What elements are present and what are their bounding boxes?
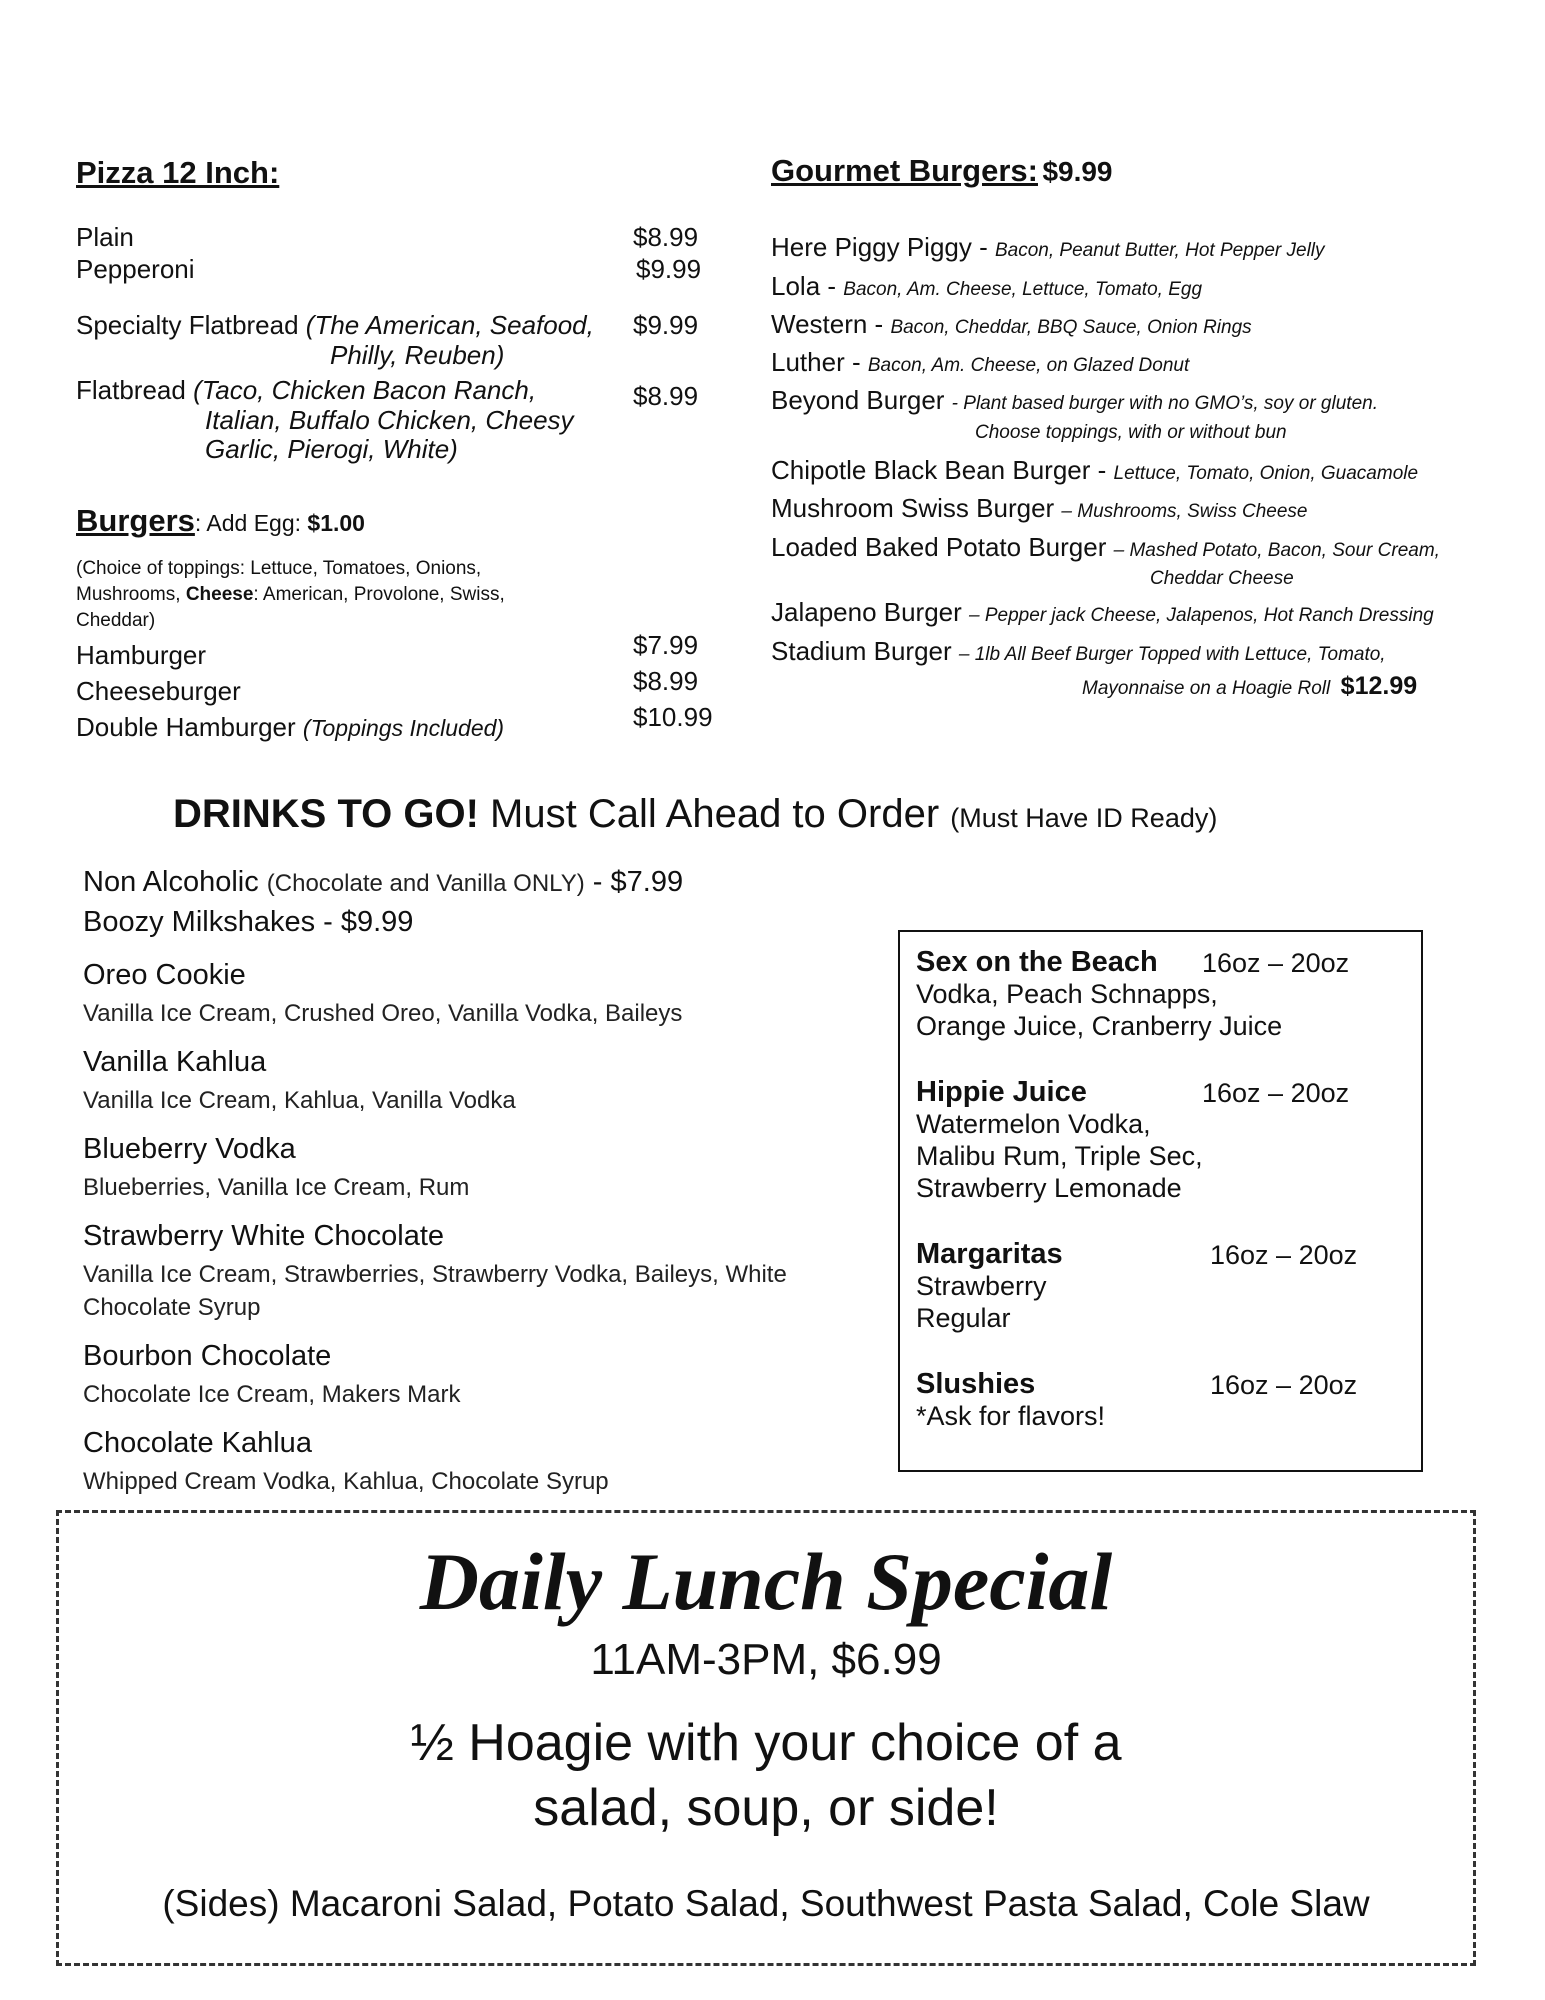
item-name: Jalapeno Burger <box>771 597 970 627</box>
item-name: Flatbread <box>76 375 186 405</box>
toppings-part: Mushrooms, <box>76 584 186 605</box>
item-price: $12.99 <box>1340 672 1418 700</box>
shake-desc: Chocolate Ice Cream, Makers Mark <box>83 1381 461 1408</box>
item-name: Luther - <box>771 347 868 377</box>
item-desc: Mayonnaise on a Hoagie Roll <box>1082 678 1331 699</box>
pizza-item-flatbread-detail2: Italian, Buffalo Chicken, Cheesy <box>205 405 574 435</box>
burger-price-cheeseburger: $8.99 <box>633 666 699 696</box>
cocktail-size: 16oz – 20oz <box>1210 1240 1358 1270</box>
shake-name: Strawberry White Chocolate <box>83 1220 445 1252</box>
item-desc: Bacon, Cheddar, BBQ Sauce, Onion Rings <box>890 317 1252 338</box>
item-desc: – Mushrooms, Swiss Cheese <box>1061 501 1308 522</box>
pizza-item-pepperoni: Pepperoni <box>76 254 195 284</box>
pizza-heading: Pizza 12 Inch: <box>76 155 280 190</box>
boozy-milkshakes-line: Boozy Milkshakes - $9.99 <box>83 906 414 938</box>
lunch-special-sides: (Sides) Macaroni Salad, Potato Salad, Southwest Pasta Salad, Cole Slaw <box>162 1883 1370 1924</box>
gourmet-item <box>771 271 1202 302</box>
drinks-title-bold: DRINKS TO GO! <box>173 792 479 836</box>
pizza-item-flatbread-detail3: Garlic, Pierogi, White) <box>205 434 458 464</box>
burger-price-double: $10.99 <box>633 702 713 732</box>
cocktails-box <box>898 930 1423 1472</box>
pizza-item-specialty-detail2: Philly, Reuben) <box>330 340 505 370</box>
cocktail-size: 16oz – 20oz <box>1210 1370 1358 1400</box>
item-desc: Bacon, Am. Cheese, Lettuce, Tomato, Egg <box>843 279 1203 300</box>
item-name: Loaded Baked Potato Burger <box>771 532 1114 562</box>
gourmet-item <box>771 493 1307 524</box>
item-desc: - Plant based burger with no GMO’s, soy or gluten. <box>951 393 1378 414</box>
shake-desc: Whipped Cream Vodka, Kahlua, Chocolate Syrup <box>83 1468 609 1495</box>
lunch-special-box <box>56 1510 1476 1966</box>
item-desc: Bacon, Peanut Butter, Hot Pepper Jelly <box>994 240 1325 261</box>
cocktail-name: Hippie Juice <box>916 1076 1087 1108</box>
gourmet-item <box>771 455 1418 486</box>
cocktail-line: Malibu Rum, Triple Sec, <box>916 1141 1203 1171</box>
item-desc: – Mashed Potato, Bacon, Sour Cream, <box>1113 540 1440 561</box>
cocktail-line: Strawberry Lemonade <box>916 1173 1182 1203</box>
item-name: Double Hamburger <box>76 712 296 742</box>
shake-desc: Vanilla Ice Cream, Crushed Oreo, Vanilla Vodka, Baileys <box>83 1000 683 1027</box>
cocktail-line: Regular <box>916 1303 1011 1333</box>
gourmet-item <box>771 385 1378 416</box>
item-detail: (Toppings Included) <box>302 715 505 741</box>
item-name: Lola - <box>771 271 844 301</box>
gourmet-item-desc2: Choose toppings, with or without bun <box>975 422 1287 443</box>
gourmet-item <box>771 636 1386 667</box>
burger-toppings-2 <box>76 584 505 606</box>
burger-toppings-1: (Choice of toppings: Lettuce, Tomatoes, Onions, <box>76 558 482 579</box>
shake-name: Vanilla Kahlua <box>83 1046 267 1078</box>
pizza-price-pepperoni: $9.99 <box>636 254 702 284</box>
drinks-title-note: (Must Have ID Ready) <box>950 803 1218 833</box>
cocktail-size: 16oz – 20oz <box>1202 1078 1350 1108</box>
item-desc: – Pepper jack Cheese, Jalapenos, Hot Ranch Dressing <box>969 605 1434 626</box>
non-alcoholic-label: Non Alcoholic <box>83 866 267 898</box>
gourmet-heading: Gourmet Burgers: <box>771 153 1038 188</box>
item-desc: Bacon, Am. Cheese, on Glazed Donut <box>867 355 1190 376</box>
item-name: Here Piggy Piggy - <box>771 232 995 262</box>
gourmet-item <box>771 347 1189 378</box>
gourmet-item-desc2: Cheddar Cheese <box>1150 568 1294 589</box>
non-alcoholic-price: - $7.99 <box>584 866 684 898</box>
shake-name: Chocolate Kahlua <box>83 1427 312 1459</box>
pizza-price-plain: $8.99 <box>633 222 699 252</box>
cocktail-name: Slushies <box>916 1368 1036 1400</box>
non-alcoholic-note: (Chocolate and Vanilla ONLY) <box>266 870 585 897</box>
gourmet-item <box>771 532 1440 563</box>
gourmet-item <box>771 597 1434 628</box>
gourmet-heading-row <box>771 153 1113 189</box>
pizza-item-plain: Plain <box>76 222 134 252</box>
add-egg-price: $1.00 <box>307 510 365 536</box>
shake-name: Bourbon Chocolate <box>83 1340 332 1372</box>
item-desc: Lettuce, Tomato, Onion, Guacamole <box>1113 463 1419 484</box>
item-desc: – 1lb All Beef Burger Topped with Lettuce, Tomato, <box>958 644 1386 665</box>
gourmet-price: $9.99 <box>1042 156 1113 187</box>
burgers-heading-row <box>76 503 365 539</box>
drinks-title-main: Must Call Ahead to Order <box>478 792 951 836</box>
gourmet-item <box>771 309 1252 340</box>
gourmet-item <box>771 232 1325 263</box>
shake-desc: Vanilla Ice Cream, Strawberries, Strawberry Vodka, Baileys, White <box>83 1261 787 1288</box>
burger-price-hamburger: $7.99 <box>633 630 699 660</box>
shake-name: Oreo Cookie <box>83 959 246 991</box>
lunch-special-title: Daily Lunch Special <box>419 1536 1113 1627</box>
item-name: Chipotle Black Bean Burger - <box>771 455 1114 485</box>
burger-item-double <box>76 712 504 744</box>
non-alcoholic-line <box>83 866 683 899</box>
item-name: Beyond Burger <box>771 385 952 415</box>
cocktail-line: Vodka, Peach Schnapps, <box>916 979 1218 1009</box>
burgers-heading: Burgers <box>76 503 195 538</box>
cocktail-line: *Ask for flavors! <box>916 1401 1106 1431</box>
cocktail-line: Watermelon Vodka, <box>916 1109 1151 1139</box>
pizza-price-specialty: $9.99 <box>633 310 699 340</box>
burger-item-cheeseburger: Cheeseburger <box>76 676 241 706</box>
cocktail-size: 16oz – 20oz <box>1202 948 1350 978</box>
pizza-item-specialty-flatbread <box>76 310 594 341</box>
cocktail-name: Margaritas <box>916 1238 1063 1270</box>
shake-desc-2: Chocolate Syrup <box>83 1294 261 1321</box>
toppings-cheeses: : American, Provolone, Swiss, <box>253 584 505 605</box>
pizza-item-flatbread <box>76 375 536 406</box>
item-name: Stadium Burger <box>771 636 959 666</box>
drinks-title <box>173 792 1217 837</box>
lunch-special-line1: ½ Hoagie with your choice of a <box>410 1714 1122 1772</box>
add-egg-label: : Add Egg: <box>194 510 308 536</box>
toppings-cheese: Cheese <box>185 584 254 605</box>
item-name: Mushroom Swiss Burger <box>771 493 1062 523</box>
burger-toppings-3: Cheddar) <box>76 610 156 631</box>
pizza-price-flatbread: $8.99 <box>633 381 699 411</box>
gourmet-item-desc2 <box>1082 672 1417 701</box>
lunch-special-hours: 11AM-3PM, $6.99 <box>590 1635 942 1684</box>
shake-name: Blueberry Vodka <box>83 1133 296 1165</box>
item-name: Western - <box>771 309 891 339</box>
shake-desc: Blueberries, Vanilla Ice Cream, Rum <box>83 1174 470 1201</box>
shake-desc: Vanilla Ice Cream, Kahlua, Vanilla Vodka <box>83 1087 516 1114</box>
item-name: Specialty Flatbread <box>76 310 299 340</box>
cocktail-line: Strawberry <box>916 1271 1047 1301</box>
cocktail-name: Sex on the Beach <box>916 946 1158 978</box>
lunch-special-line2: salad, soup, or side! <box>533 1779 999 1837</box>
burger-item-hamburger: Hamburger <box>76 640 207 670</box>
cocktail-line: Orange Juice, Cranberry Juice <box>916 1011 1283 1041</box>
item-detail: (Taco, Chicken Bacon Ranch, <box>193 375 537 405</box>
item-detail: (The American, Seafood, <box>305 310 594 340</box>
